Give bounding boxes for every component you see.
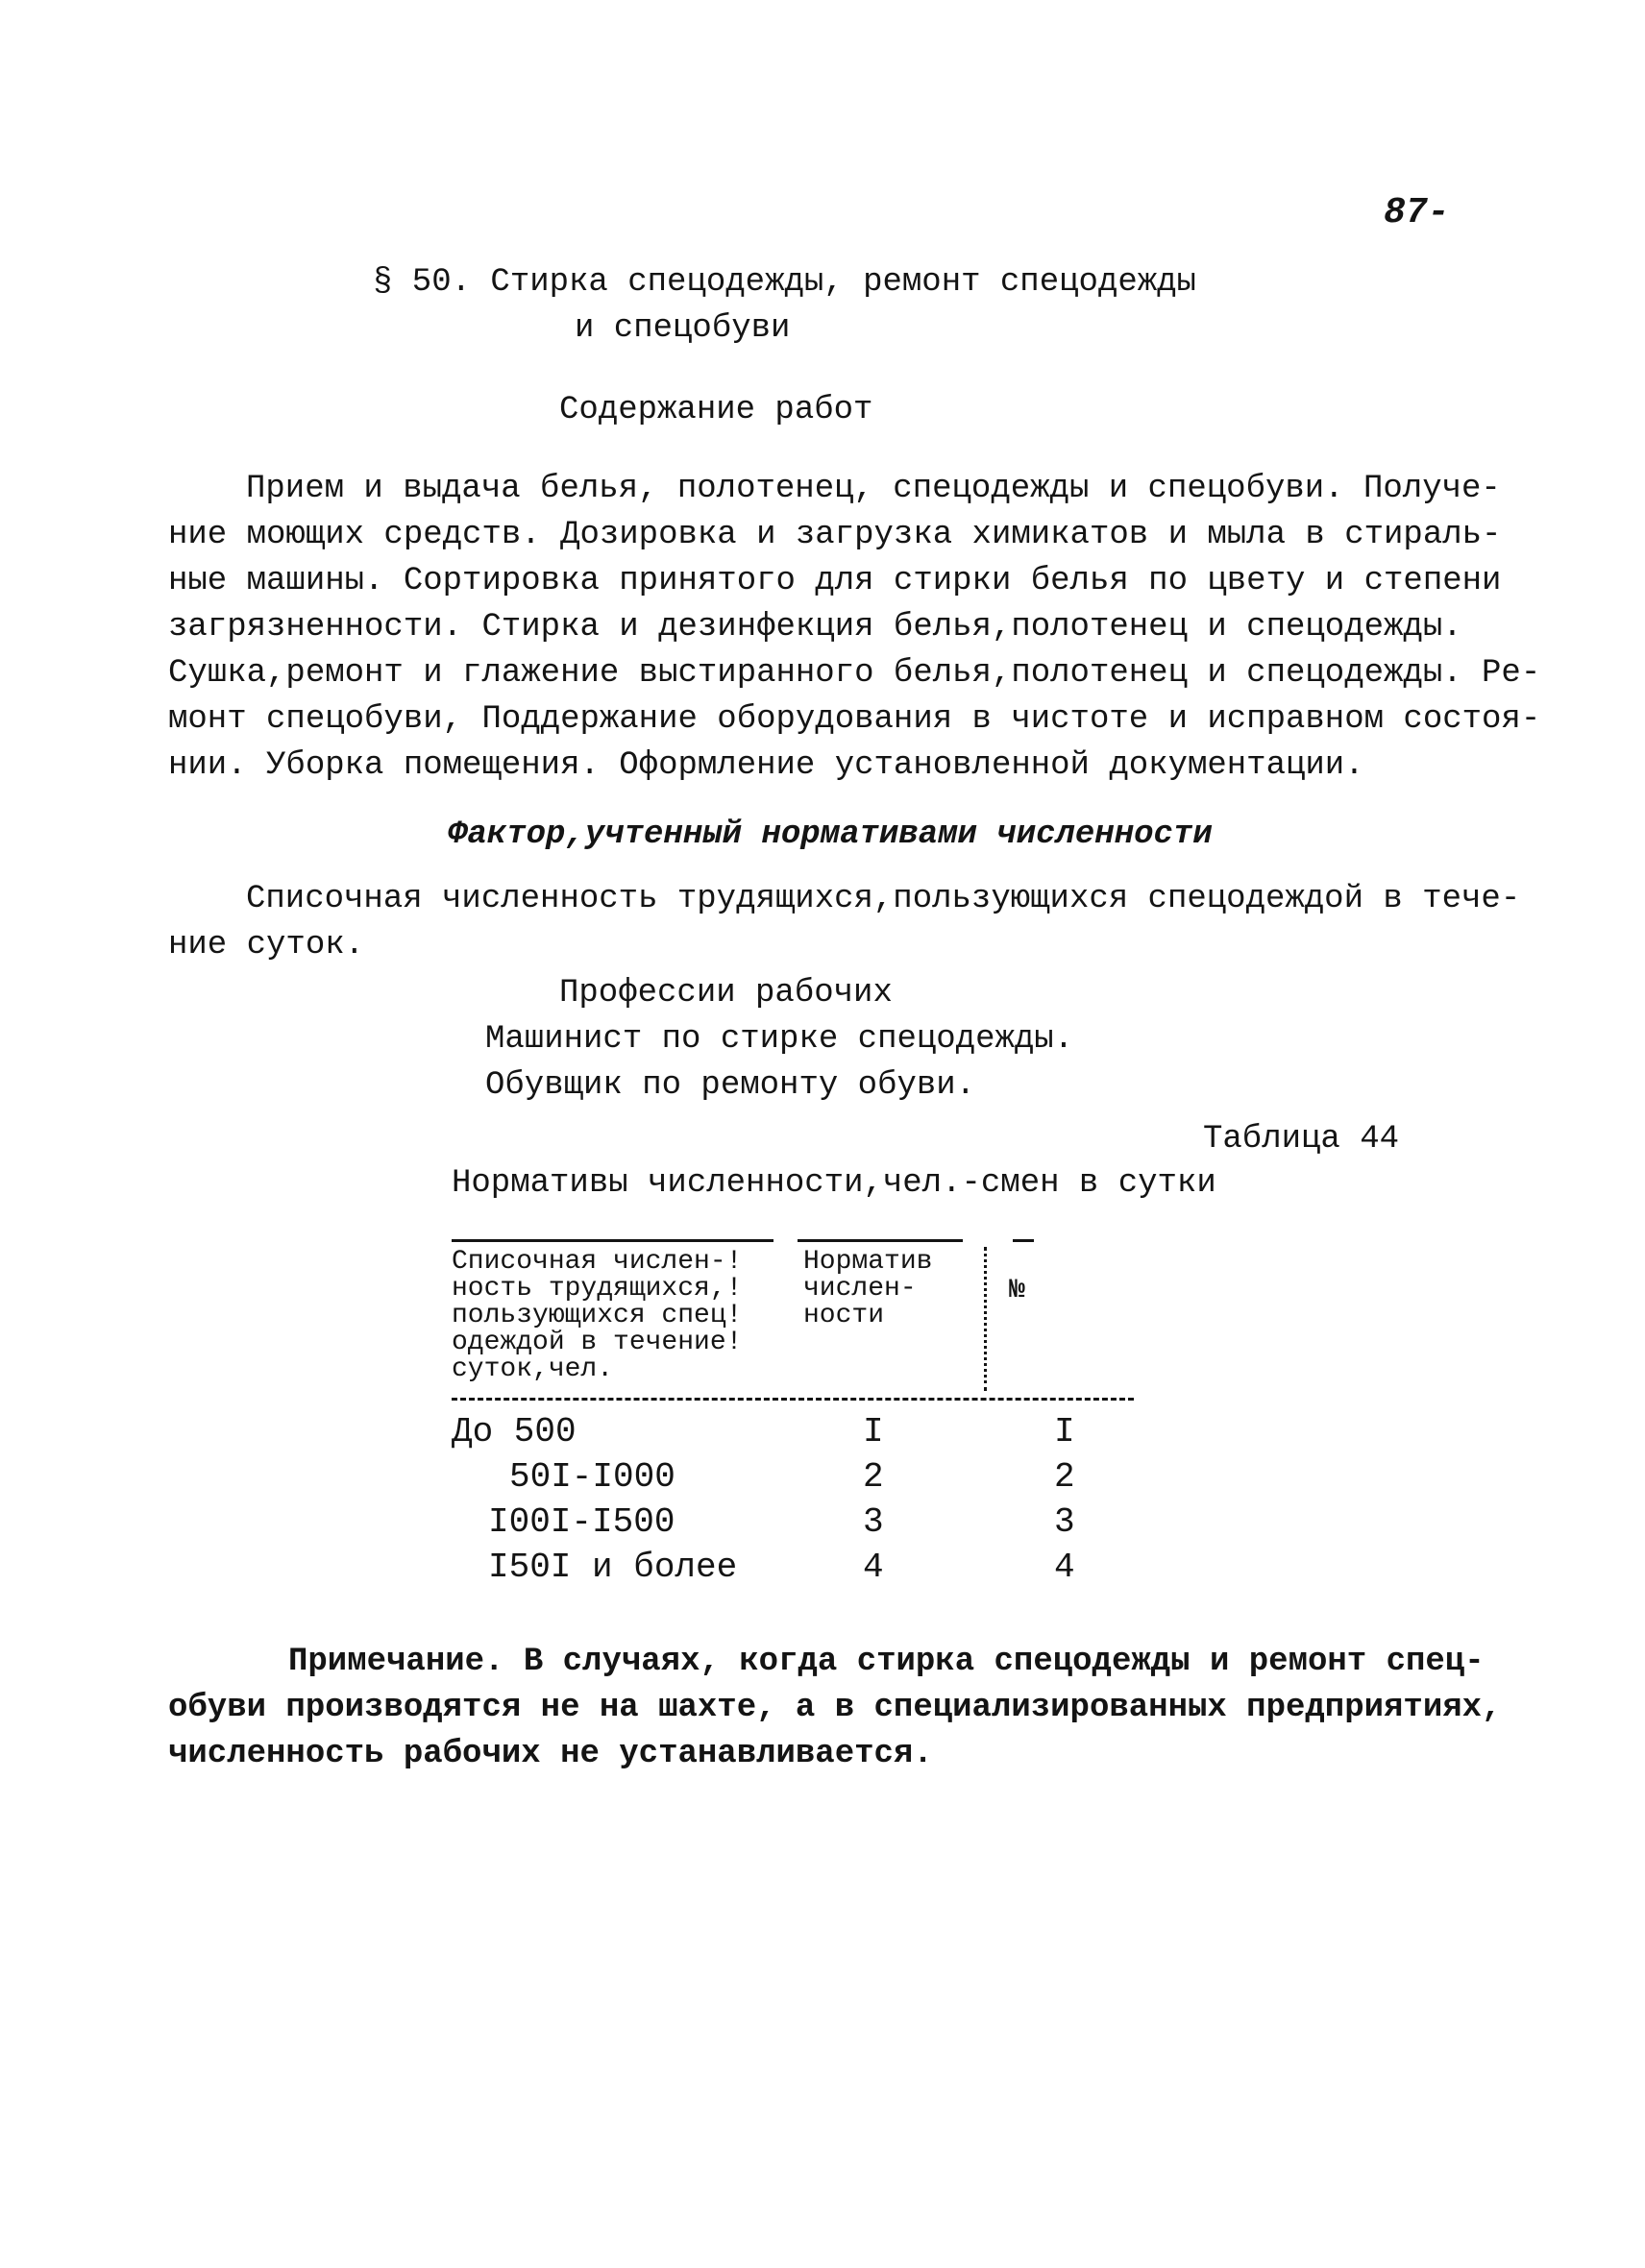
factor-line-1: Списочная численность трудящихся,пользующихся спецодеждой в тече- [246, 881, 1521, 917]
table-header-col1-line: суток,чел. [452, 1354, 614, 1384]
page-number: 87- [1384, 192, 1450, 233]
table-header-col1-line: Списочная числен-! [452, 1247, 743, 1277]
section-title-line-1: § 50. Стирка спецодежды, ремонт спецодежды [373, 264, 1196, 301]
table-header-top-rule-2 [798, 1239, 963, 1242]
table-cell-num: 3 [1054, 1502, 1075, 1542]
table-title: Нормативы численности,чел.-смен в сутки [452, 1165, 1216, 1202]
work-contents-heading: Содержание работ [559, 392, 873, 428]
work-line-2: ние моющих средств. Дозировка и загрузка химикатов и мыла в стираль- [168, 517, 1502, 553]
table-header-bottom-rule [452, 1398, 1134, 1401]
table-header-col1-line: пользующихся спец! [452, 1301, 743, 1330]
table-header-col2-line: ности [803, 1301, 885, 1330]
table-header-col1-line: одеждой в течение! [452, 1328, 743, 1357]
table-header-top-rule-1 [452, 1239, 773, 1242]
table-header-col1-line: ность трудящихся,! [452, 1274, 743, 1304]
table-caption: Таблица 44 [1203, 1121, 1400, 1158]
table-header-col3: № [1009, 1276, 1025, 1305]
note-line-3: численность рабочих не устанавливается. [168, 1736, 933, 1772]
work-line-3: ные машины. Сортировка принятого для стирки белья по цвету и степени [168, 563, 1502, 599]
note-line-1: Примечание. В случаях, когда стирка спецодежды и ремонт спец- [288, 1644, 1485, 1680]
factor-line-2: ние суток. [168, 927, 365, 963]
professions-heading: Профессии рабочих [559, 975, 893, 1012]
table-header-col2-line: числен- [803, 1274, 917, 1304]
factor-heading: Фактор,учтенный нормативами численности [448, 817, 1213, 853]
profession-item: Машинист по стирке спецодежды. [485, 1021, 1074, 1058]
work-line-7: нии. Уборка помещения. Оформление установленной документации. [168, 747, 1364, 784]
table-cell-range: I50I и более [488, 1548, 738, 1587]
table-header-top-rule-3 [1013, 1239, 1034, 1242]
work-line-1: Прием и выдача белья, полотенец, спецодежды и спецобуви. Получе- [246, 471, 1501, 507]
table-header-col2-line: Норматив [803, 1247, 933, 1277]
table-cell-range: До 500 [452, 1412, 577, 1451]
table-cell-num: I [1054, 1412, 1075, 1451]
table-cell-norm: I [863, 1412, 884, 1451]
note-line-2: обуви производятся не на шахте, а в специализированных предприятиях, [168, 1690, 1502, 1726]
work-line-6: монт спецобуви, Поддержание оборудования в чистоте и исправном состоя- [168, 701, 1541, 738]
table-cell-norm: 4 [863, 1548, 884, 1587]
table-cell-num: 4 [1054, 1548, 1075, 1587]
table-header-divider [984, 1247, 987, 1391]
table-cell-norm: 2 [863, 1457, 884, 1497]
table-cell-range: 50I-I000 [509, 1457, 675, 1497]
profession-item: Обувщик по ремонту обуви. [485, 1067, 976, 1104]
table-cell-norm: 3 [863, 1502, 884, 1542]
work-line-5: Сушка,ремонт и глажение выстиранного белья,полотенец и спецодежды. Ре- [168, 655, 1541, 692]
table-cell-range: I00I-I500 [488, 1502, 675, 1542]
section-title-line-2: и спецобуви [575, 310, 791, 347]
work-line-4: загрязненности. Стирка и дезинфекция белья,полотенец и спецодежды. [168, 609, 1462, 646]
table-cell-num: 2 [1054, 1457, 1075, 1497]
